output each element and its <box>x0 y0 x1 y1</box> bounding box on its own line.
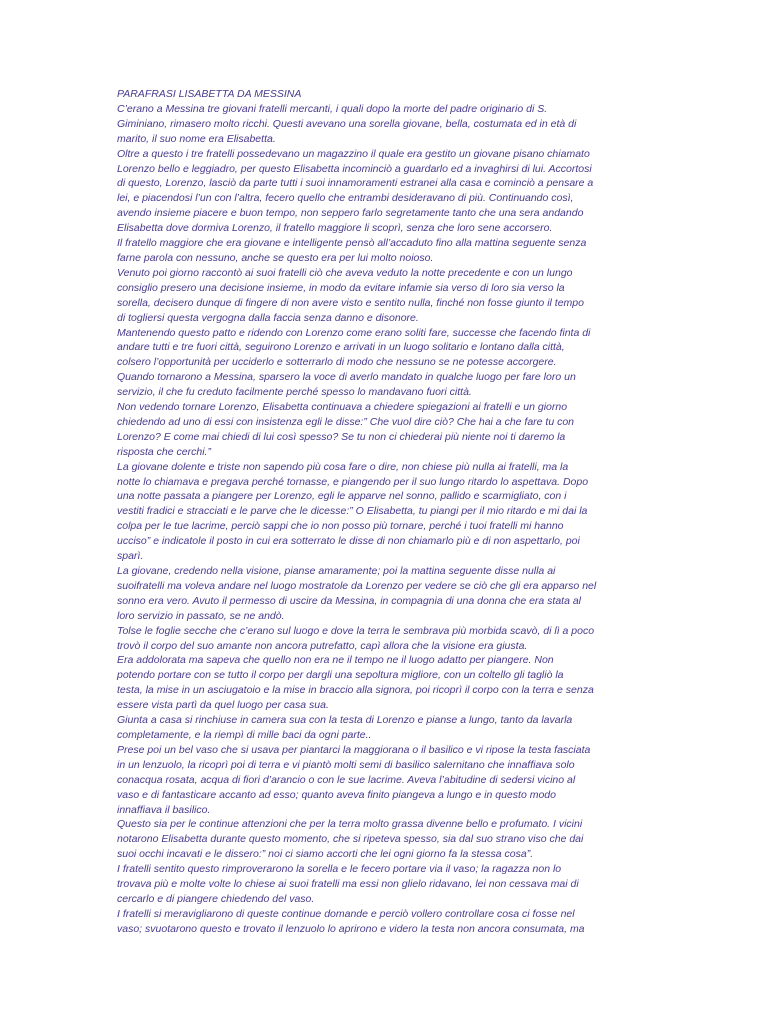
text-line: servizio, il che fu creduto facilmente perché spesso lo mandavano fuori città. <box>117 386 472 399</box>
text-line: chiedendo ad uno di essi con insistenza egli le disse:” Che vuol dire ciò? Che hai a che fare tu con <box>117 415 575 428</box>
text-line: avendo insieme piacere e buon tempo, non seppero farlo segretamente tanto che una sera andando <box>117 207 584 220</box>
text-line: Oltre a questo i tre fratelli possedevano un magazzino il quale era gestito un giovane pisano chiamato <box>117 147 590 160</box>
text-line: La giovane, credendo nella visione, pianse amaramente; poi la mattina seguente disse nulla ai <box>117 565 556 577</box>
text-line: una notte passata a piangere per Lorenzo, egli le apparve nel sonno, pallido e scarmigliato, con i <box>117 490 567 503</box>
text-line: conacqua rosata, acqua di fiori d’arancio o con le sue lacrime. Aveva l’abitudine di sedersi vicino al <box>117 773 576 786</box>
text-line: lei, e piacendosi l’un con l’altra, fecero quello che entrambi desideravano di più. Continuando così, <box>117 192 574 205</box>
text-line: ucciso” e indicatole il posto in cui era sotterrato le disse di non chiamarlo più e di non aspettarlo, poi <box>117 535 580 548</box>
text-line: Giminiano, rimasero molto ricchi. Questi avevano una sorella giovane, bella, costumata ed in età di <box>117 117 577 130</box>
text-line: C’erano a Messina tre giovani fratelli mercanti, i quali dopo la morte del padre originario di S. <box>117 102 548 115</box>
text-line: potendo portare con se tutto il corpo per dargli una sepoltura migliore, con un coltello gli tagliò la <box>117 669 564 682</box>
text-line: colsero l’opportunità per ucciderlo e sotterrarlo di modo che nessuno se ne potesse accorgere. <box>117 356 557 369</box>
text-line: suoi occhi incavati e le dissero:” noi ci siamo accorti che lei ogni giorno fa la stessa cosa”. <box>117 848 534 861</box>
text-line: Questo sia per le continue attenzioni che per la terra molto grassa divenne bello e profumato. I vicini <box>117 818 583 831</box>
text-line: Lorenzo bello e leggiadro, per questo Elisabetta incominciò a guardarlo ed a invaghirsi di lui. Accortosi <box>117 162 592 175</box>
document-page <box>117 87 657 937</box>
text-line: di togliersi questa vergogna dalla faccia senza danno e disonore. <box>117 311 419 324</box>
text-line: essere vista partì da quel luogo per casa sua. <box>117 699 329 712</box>
text-line: vaso e di fantasticare accanto ad esso; quanto aveva finito piangeva a lungo e in questo modo <box>117 788 556 801</box>
text-line: Prese poi un bel vaso che si usava per piantarci la maggiorana o il basilico e vi ripose la testa fasciata <box>117 743 591 756</box>
text-line: Mantenendo questo patto e ridendo con Lorenzo come erano soliti fare, successe che facendo finta di <box>117 326 591 339</box>
text-line: sorella, decisero dunque di fingere di non avere visto e sentito nulla, finché non fosse giunto il tempo <box>117 296 584 309</box>
text-line: notte lo chiamava e pregava perché tornasse, e piangendo per il suo lungo ritardo lo aspettava. Dopo <box>117 475 589 488</box>
text-line: I fratelli sentito questo rimproverarono la sorella e le fecero portare via il vaso; la ragazza non lo <box>117 863 562 876</box>
text-line: suoifratelli ma voleva andare nel luogo mostratole da Lorenzo per vedere se ciò che gli era apparso nel <box>117 579 597 592</box>
text-line: Quando tornarono a Messina, sparsero la voce di averlo mandato in qualche luogo per fare loro un <box>117 371 576 384</box>
text-line: vaso; svuotarono questo e trovato il lenzuolo lo aprirono e videro la testa non ancora consumata, ma <box>117 922 585 935</box>
text-line: Il fratello maggiore che era giovane e intelligente pensò all’accaduto fino alla mattina seguente senza <box>117 237 587 250</box>
text-line: trovò il corpo del suo amante non ancora putrefatto, capì allora che la visione era giusta. <box>117 639 528 652</box>
text-line: farne parola con nessuno, anche se questo era per lui molto noioso. <box>117 251 434 264</box>
text-line: andare tutti e tre fuori città, seguirono Lorenzo e arrivati in un luogo solitario e lontano dalla città, <box>117 341 565 354</box>
text-line: trovava più e molte volte lo chiese ai suoi fratelli ma essi non glielo ridavano, lei non cessava mai di <box>117 878 579 891</box>
text-line: loro servizio in passato, se ne andò. <box>117 609 285 622</box>
text-line: consiglio presero una decisione insieme, in modo da evitare infamie sia verso di loro sia verso la <box>117 281 565 294</box>
text-line: sparì. <box>117 550 144 563</box>
text-line: I fratelli si meravigliarono di queste continue domande e perciò vollero controllare cosa ci fosse nel <box>117 907 575 920</box>
text-line: Giunta a casa si rinchiuse in camera sua con la testa di Lorenzo e pianse a lungo, tanto da lavarla <box>117 714 573 727</box>
text-line: marito, il suo nome era Elisabetta. <box>117 132 276 145</box>
text-line: completamente, e la riempì di mille baci da ogni parte.. <box>117 728 372 741</box>
text-line: notarono Elisabetta durante questo momento, che si ripeteva spesso, sia dal suo strano viso che dai <box>117 833 584 846</box>
text-line: cercarlo e di piangere chiedendo del vaso. <box>117 892 315 905</box>
text-line: Elisabetta dove dormiva Lorenzo, il fratello maggiore li scoprì, senza che loro sene accorsero. <box>117 222 553 235</box>
text-line: in un lenzuolo, la ricoprì poi di terra e vi piantò molti semi di basilico salernitano che innaffiava solo <box>117 758 575 771</box>
text-line: Era addolorata ma sapeva che quello non era ne il tempo ne il luogo adatto per piangere. Non <box>117 654 554 667</box>
text-line: La giovane dolente e triste non sapendo più cosa fare o dire, non chiese più nulla ai fratelli, ma la <box>117 460 569 473</box>
text-line: sonno era vero. Avuto il permesso di uscire da Messina, in compagnia di una donna che era stata al <box>117 594 582 607</box>
text-line: Lorenzo? E come mai chiedi di lui così spesso? Se tu non ci chiederai più niente noi ti daremo la <box>117 430 566 443</box>
text-line: vestiti fradici e stracciati e le parve che le dicesse:” O Elisabetta, tu piangi per il mio ritardo e mi dai la <box>117 505 588 518</box>
text-line: Non vedendo tornare Lorenzo, Elisabetta continuava a chiedere spiegazioni ai fratelli e un giorno <box>117 401 568 414</box>
document-title: PARAFRASI LISABETTA DA MESSINA <box>117 88 302 100</box>
text-line: di questo, Lorenzo, lasciò da parte tutti i suoi innamoramenti estranei alla casa e cominciò a pensare a <box>117 177 594 190</box>
document-body <box>117 102 657 937</box>
text-line: testa, la mise in un asciugatoio e la mise in braccio alla signora, poi ricoprì il corpo con la terra e senza <box>117 684 594 697</box>
text-line: colpa per le tue lacrime, perciò sappi che io non posso più tornare, perché i tuoi fratelli mi hanno <box>117 520 564 533</box>
text-line: Tolse le foglie secche che c’erano sul luogo e dove la terra le sembrava più morbida scavò, di lì a poco <box>117 624 595 637</box>
text-line: innaffiava il basilico. <box>117 803 211 816</box>
text-line: risposta che cerchi.” <box>117 445 211 458</box>
text-line: Venuto poi giorno raccontò ai suoi fratelli ciò che aveva veduto la notte precedente e con un lungo <box>117 266 573 279</box>
